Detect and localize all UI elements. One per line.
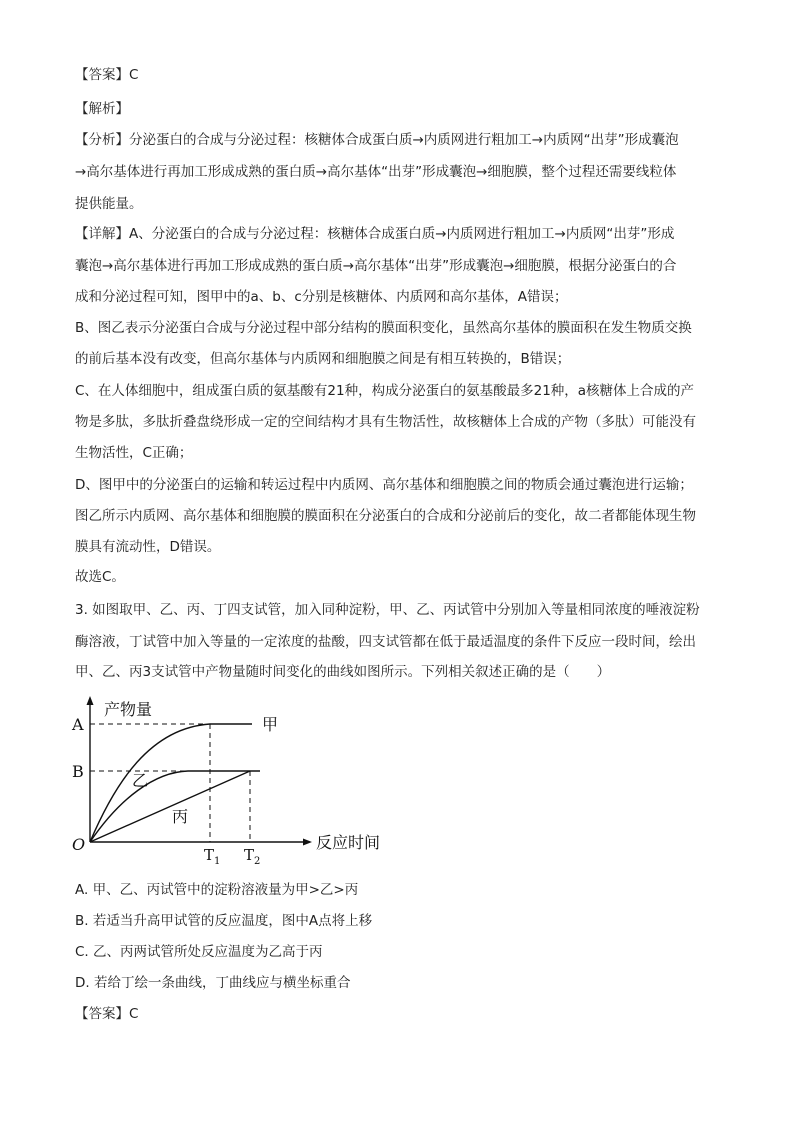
analysis-line: 【分析】分泌蛋白的合成与分泌过程：核糖体合成蛋白质→内质网进行粗加工→内质网“出芽”形成囊泡 (75, 132, 679, 148)
level-a-label: A (72, 715, 84, 734)
x-axis-arrow-icon (303, 839, 312, 846)
detail-line: 囊泡→高尔基体进行再加工形成成熟的蛋白质→高尔基体“出芽”形成囊泡→细胞膜，根据分泌蛋白的合 (75, 258, 677, 274)
detail-line: 的前后基本没有改变，但高尔基体与内质网和细胞膜之间是有相互转换的，B错误； (75, 351, 571, 367)
detail-line: 图乙所示内质网、高尔基体和细胞膜的膜面积在分泌蛋白的合成和分泌前后的变化，故二者都能体现生物 (75, 508, 696, 524)
t1-label: $T_1$ (204, 846, 221, 867)
question-stem-line: 甲、乙、丙3支试管中产物量随时间变化的曲线如图所示。下列相关叙述正确的是（ ） (75, 664, 611, 680)
curve-jia-label: 甲 (262, 715, 279, 734)
answer-line-q3 (75, 998, 725, 1030)
option-c: C. 乙、丙两试管所处反应温度为乙高于丙 (75, 944, 323, 960)
conclusion-line: 故选C。 (75, 569, 125, 585)
level-b-label: B (72, 762, 84, 781)
curve-jia (90, 724, 252, 842)
y-axis-label: 产物量 (104, 700, 153, 719)
detail-line: 成和分泌过程可知，图甲中的a、b、c分别是核糖体、内质网和高尔基体，A错误； (75, 289, 568, 305)
detail-line: 物是多肽，多肽折叠盘绕形成一定的空间结构才具有生物活性，故核糖体上合成的产物（多肽）可能没有 (75, 414, 696, 430)
curve-bing (90, 771, 250, 842)
graph-svg (70, 688, 400, 868)
option-a: A. 甲、乙、丙试管中的淀粉溶液量为甲>乙>丙 (75, 882, 359, 898)
x-axis-label: 反应时间 (316, 833, 381, 852)
detail-line: 【详解】A、分泌蛋白的合成与分泌过程：核糖体合成蛋白质→内质网进行粗加工→内质网“出芽”形成 (75, 226, 675, 242)
analysis-line: 提供能量。 (75, 196, 143, 212)
analysis-line: →高尔基体进行再加工形成成熟的蛋白质→高尔基体“出芽”形成囊泡→细胞膜，整个过程还需要线粒体 (75, 164, 677, 180)
origin-label: O (72, 835, 86, 854)
answer-value: C (129, 67, 139, 83)
detail-line: B、图乙表示分泌蛋白合成与分泌过程中部分结构的膜面积变化，虽然高尔基体的膜面积在发生物质交换 (75, 320, 692, 336)
detail-line: C、在人体细胞中，组成蛋白质的氨基酸有21种，构成分泌蛋白的氨基酸最多21种，a核糖体上合成的产 (75, 383, 695, 399)
option-b: B. 若适当升高甲试管的反应温度，图中A点将上移 (75, 913, 373, 929)
curve-bing-label: 丙 (172, 807, 189, 826)
curve-yi-label: 乙 (132, 771, 149, 790)
question-stem-line: 酶溶液，丁试管中加入等量的一定浓度的盐酸，四支试管都在低于最适温度的条件下反应一段时间，绘出 (75, 634, 696, 650)
t2-label: $T_2$ (244, 846, 261, 867)
option-d: D. 若给丁绘一条曲线，丁曲线应与横坐标重合 (75, 975, 351, 991)
detail-line: 膜具有流动性，D错误。 (75, 539, 221, 555)
answer-tag: 【答案】 (75, 67, 129, 83)
detail-line: 生物活性，C正确； (75, 445, 193, 461)
question-stem-line: 3. 如图取甲、乙、丙、丁四支试管，加入同种淀粉，甲、乙、丙试管中分别加入等量相同浓度的唾液淀粉 (75, 602, 700, 618)
y-axis-arrow-icon (87, 696, 94, 705)
analysis-heading: 【解析】 (75, 101, 129, 117)
detail-line: D、图甲中的分泌蛋白的运输和转运过程中内质网、高尔基体和细胞膜之间的物质会通过囊泡进行运输； (75, 477, 693, 493)
product-time-graph (70, 688, 400, 868)
answer-line-q2 (75, 59, 725, 91)
answer-value: C (129, 1006, 139, 1022)
answer-tag: 【答案】 (75, 1006, 129, 1022)
